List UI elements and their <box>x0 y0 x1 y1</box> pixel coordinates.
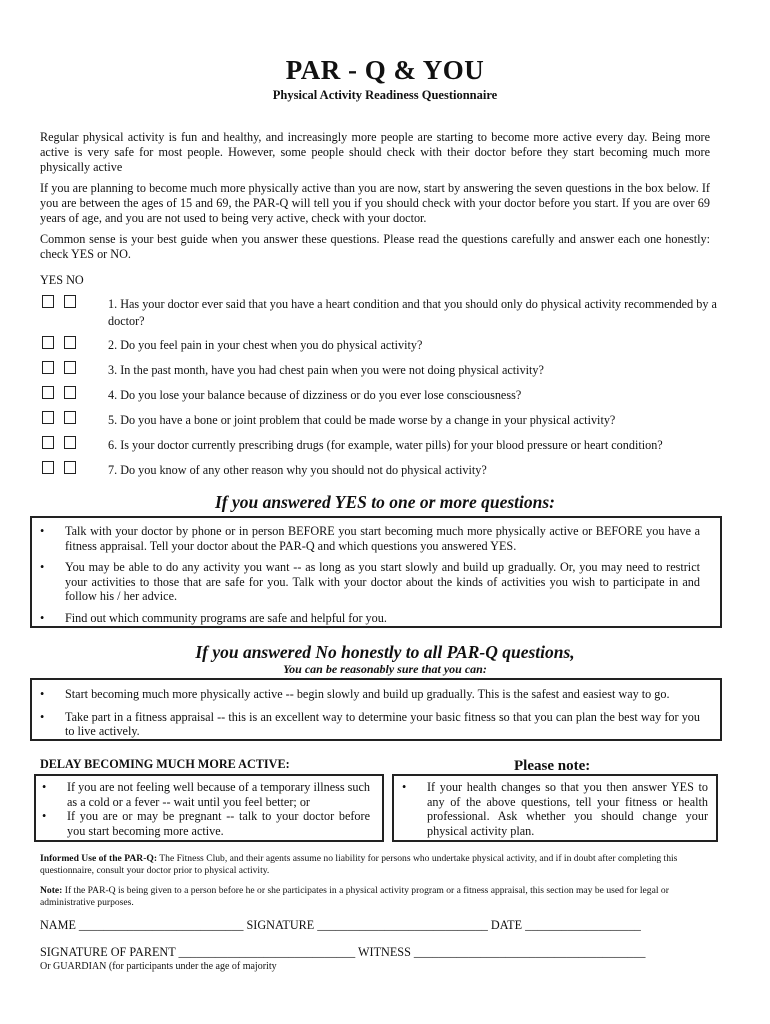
list-item <box>42 809 370 838</box>
question-text: 7. Do you know of any other reason why you should not do physical activity? <box>108 463 487 477</box>
informed-use-note <box>40 853 710 877</box>
name-signature-date-line[interactable]: NAME ___________________________ SIGNATURE ____________________________ DATE ___________________ <box>40 918 641 932</box>
bullet: • <box>40 560 45 574</box>
list-item-text: Find out which community programs are safe and helpful for you. <box>65 610 387 625</box>
informed-use-label: Informed Use of the PAR-Q: <box>40 853 158 864</box>
bullet: • <box>402 780 407 794</box>
delay-list <box>42 780 370 838</box>
no-section-list <box>40 687 700 739</box>
intro-paragraph-1: Regular physical activity is fun and healthy, and increasingly more people are starting to become more active every day. Being more active is very safe for most people. However, some people should check with their doctor before they start becoming much more physically active <box>40 130 710 174</box>
yes-section-heading: If you answered YES to one or more questions: <box>215 492 555 512</box>
question-text: 3. In the past month, have you had chest pain when you were not doing physical activity? <box>108 363 544 377</box>
legal-note-label: Note: <box>40 885 63 896</box>
yes-section-box <box>30 516 722 628</box>
bullet: • <box>40 610 45 625</box>
delay-heading: DELAY BECOMING MUCH MORE ACTIVE: <box>40 757 290 771</box>
list-item <box>40 710 700 739</box>
no-checkbox[interactable] <box>64 461 76 474</box>
no-section-heading: If you answered No honestly to all PAR-Q questions, <box>195 642 575 662</box>
question-text: 6. Is your doctor currently prescribing drugs (for example, water pills) for your blood pressure or heart condition? <box>108 438 663 452</box>
no-section-subheading: You can be reasonably sure that you can: <box>283 662 487 676</box>
intro-paragraph-3: Common sense is your best guide when you answer these questions. Please read the questions carefully and answer each one honestly: check YES or NO. <box>40 232 710 261</box>
list-item <box>40 611 700 626</box>
yes-checkbox[interactable] <box>42 361 54 374</box>
intro-paragraph-2: If you are planning to become much more physically active than you are now, start by answering the seven questions in the box below. If you are between the ages of 15 and 69, the PAR-Q will tell you if you should check with your doctor before you start. If you are over 69 years of age, and you are not used to being very active, check with your doctor. <box>40 181 710 225</box>
guardian-note: Or GUARDIAN (for participants under the age of majority <box>40 961 277 972</box>
list-item <box>402 780 708 838</box>
list-item-text: You may be able to do any activity you want -- as long as you start slowly and build up gradually. Or, you may need to restrict your activities to those that are safe for you. Talk with your doctor about the kinds of activities you wish to participate in and follow his / her advice. <box>65 560 700 603</box>
list-item-text: Talk with your doctor by phone or in person BEFORE you start becoming much more physically active or BEFORE you have a fitness appraisal. Tell your doctor about the PAR-Q and which questions you answered YES. <box>65 524 700 553</box>
no-checkbox[interactable] <box>64 436 76 449</box>
question-text: 1. Has your doctor ever said that you have a heart condition and that you should only do physical activity recommended by a doctor? <box>108 297 717 328</box>
bullet: • <box>40 687 45 701</box>
no-checkbox[interactable] <box>64 295 76 308</box>
list-item-text: If you are or may be pregnant -- talk to your doctor before you start becoming more active. <box>67 809 370 838</box>
list-item-text: Start becoming much more physically active -- begin slowly and build up gradually. This is the safest and easiest way to go. <box>65 687 670 701</box>
list-item-text: If your health changes so that you then answer YES to any of the above questions, tell your fitness or health professional. Ask whether you should change your physical activity plan. <box>427 780 708 838</box>
yes-checkbox[interactable] <box>42 386 54 399</box>
question-text: 5. Do you have a bone or joint problem that could be made worse by a change in your physical activity? <box>108 413 616 427</box>
legal-note <box>40 885 710 909</box>
yes-checkbox[interactable] <box>42 411 54 424</box>
no-section-box <box>30 678 722 741</box>
list-item <box>40 560 700 604</box>
question-text: 4. Do you lose your balance because of dizziness or do you ever lose consciousness? <box>108 388 522 402</box>
please-note-list <box>402 780 708 838</box>
please-note-box <box>392 774 718 842</box>
no-checkbox[interactable] <box>64 361 76 374</box>
list-item-text: If you are not feeling well because of a temporary illness such as a cold or a fever -- wait until you feel better; or <box>67 780 370 809</box>
page-subtitle: Physical Activity Readiness Questionnaire <box>272 88 498 102</box>
bullet: • <box>42 780 47 794</box>
please-note-heading: Please note: <box>514 758 591 774</box>
delay-box <box>34 774 384 842</box>
yes-checkbox[interactable] <box>42 461 54 474</box>
bullet: • <box>40 709 45 724</box>
list-item <box>40 524 700 553</box>
yes-section-list <box>40 524 700 625</box>
legal-note-text: If the PAR-Q is being given to a person before he or she participates in a physical activity program or a fitness appraisal, this section may be used for legal or administrative purposes. <box>40 885 669 908</box>
no-checkbox[interactable] <box>64 386 76 399</box>
yes-checkbox[interactable] <box>42 295 54 308</box>
informed-use-text: The Fitness Club, and their agents assume no liability for persons who undertake physical activity, and if in doubt after completing this questionnaire, consult your doctor prior to physical activity. <box>40 853 678 876</box>
question-text: 2. Do you feel pain in your chest when you do physical activity? <box>108 338 423 352</box>
list-item <box>40 687 700 702</box>
bullet: • <box>40 524 45 538</box>
parent-witness-line[interactable]: SIGNATURE OF PARENT _____________________________ WITNESS ______________________________________ <box>40 945 646 959</box>
yes-checkbox[interactable] <box>42 436 54 449</box>
page-title: PAR - Q & YOU <box>285 55 485 85</box>
no-checkbox[interactable] <box>64 411 76 424</box>
no-checkbox[interactable] <box>64 336 76 349</box>
list-item-text: Take part in a fitness appraisal -- this is an excellent way to determine your basic fitness so that you can plan the best way for you to live actively. <box>65 709 700 738</box>
list-item <box>42 780 370 809</box>
yes-no-label: YES NO <box>40 273 84 287</box>
yes-checkbox[interactable] <box>42 336 54 349</box>
bullet: • <box>42 809 47 823</box>
